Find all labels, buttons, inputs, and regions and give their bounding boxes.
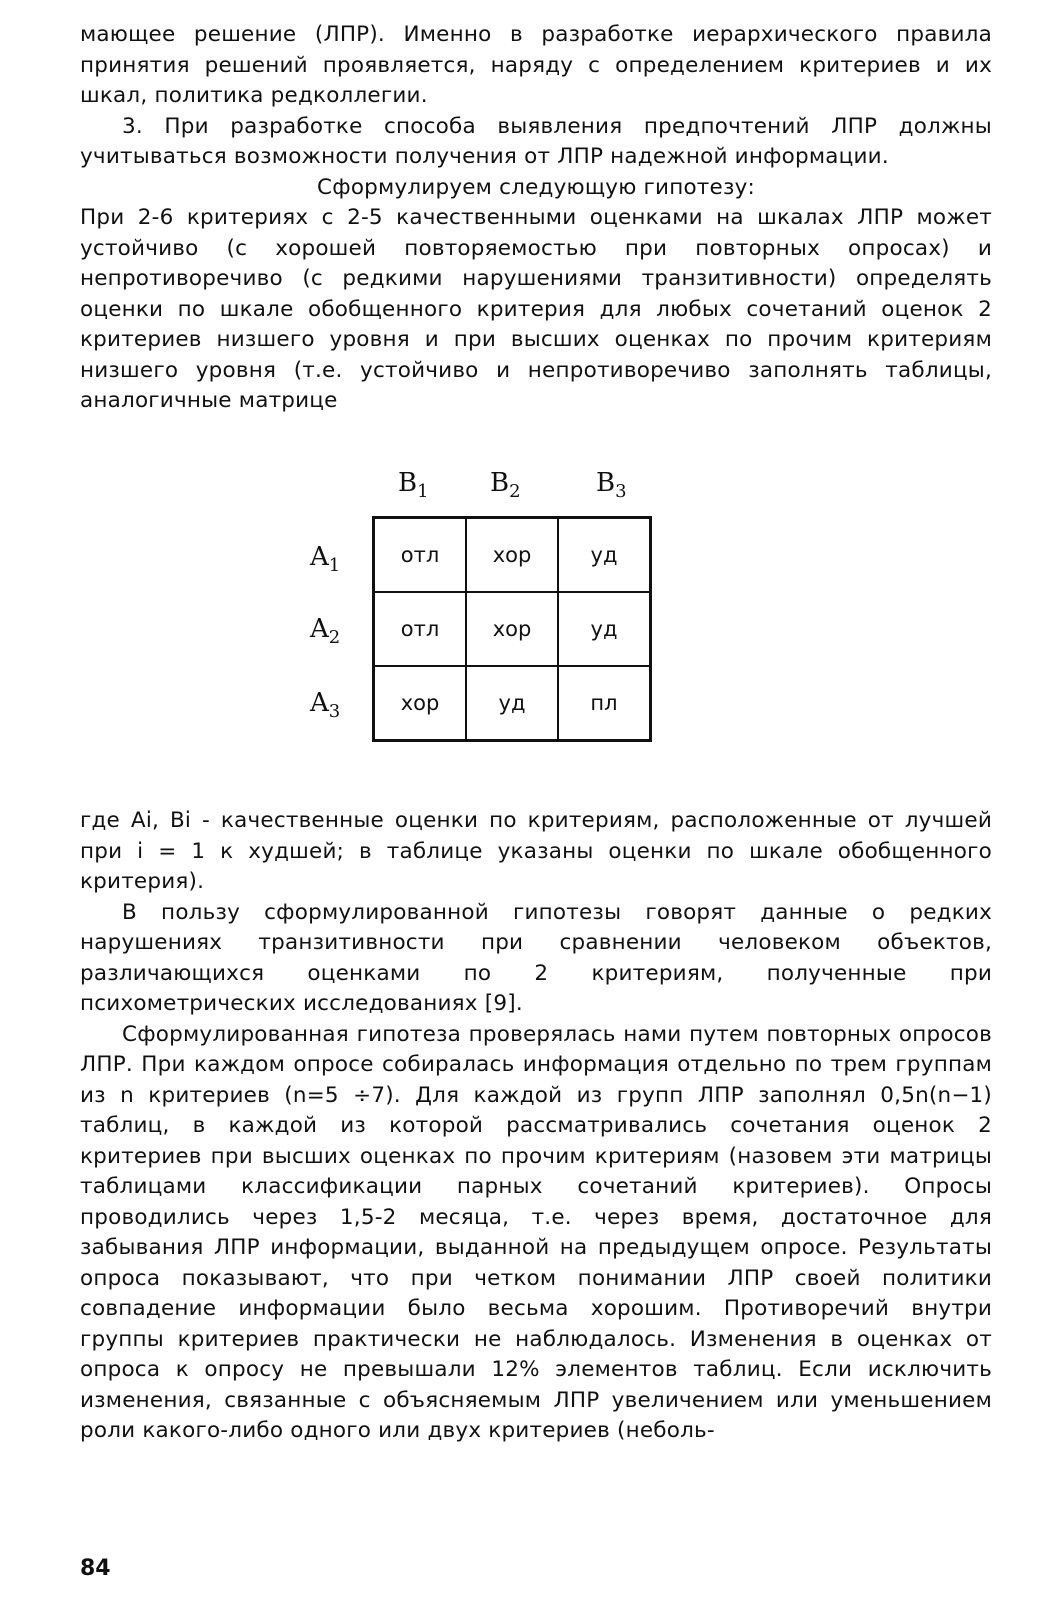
matrix-row	[374, 666, 651, 741]
matrix-cell: уд	[558, 518, 651, 593]
column-header-b1: $B_1$	[398, 468, 429, 503]
paragraph-hypothesis-intro: Сформулируем следующую гипотезу:	[317, 174, 755, 200]
row-header-a2: $A_2$	[310, 614, 341, 649]
paragraph-verification: Сформулированная гипотеза проверялась нами путем повторных опросов ЛПР. При каждом опросе собиралась информация отдельно по трем группам из n критериев (n=5 ÷7). Для каждой из групп ЛПР заполнял 0,5n(n−1) таблиц, в каждой из которой рассматривались сочетания оценок 2 критериев при высших оценках по прочим критериям (назовем эти матрицы таблицами классификации парных сочетаний критериев). Опросы проводились через 1,5-2 месяца, т.е. через время, достаточное для забывания ЛПР информации, выданной на предыдущем опросе. Результаты опроса показывают, что при четком понимании ЛПР своей политики совпадение информации было весьма хорошим. Противоречий внутри группы критериев практически не наблюдалось. Изменения в оценках от опроса к опросу не превышали 12% элементов таблиц. Если исключить изменения, связанные с объясняемым ЛПР увеличением или уменьшением роли какого-либо одного или двух критериев (неболь-	[80, 1021, 992, 1443]
paragraph-hypothesis: При 2-6 критериях с 2-5 качественными оценками на шкалах ЛПР может устойчиво (с хорошей повторяемостью при повторных опросах) и непротиворечиво (с редкими нарушениями транзитивности) определять оценки по шкале обобщенного критерия для любых сочетаний оценок 2 критериев низшего уровня и при высших оценках по прочим критериям низшего уровня (т.е. устойчиво и непротиворечиво заполнять таблицы, аналогичные матрице	[80, 205, 992, 413]
matrix-cell: уд	[558, 592, 651, 666]
bottom-text-block	[80, 806, 992, 1447]
paragraph-continuation: мающее решение (ЛПР). Именно в разработке иерархического правила принятия решений проявляется, наряду с определением критериев и их шкал, политика редколлегии.	[80, 22, 992, 108]
matrix-cell: уд	[466, 666, 558, 741]
paragraph-evidence: В пользу сформулированной гипотезы говорят данные о редких нарушениях транзитивности при сравнении человеком объектов, различающихся оценками по 2 критериям, полученные при психометрических исследованиях [9].	[80, 899, 992, 1016]
paragraph-item-3: 3. При разработке способа выявления предпочтений ЛПР должны учитываться возможности получения от ЛПР надежной информации.	[80, 113, 992, 169]
column-header-b3: $B_3$	[596, 468, 627, 503]
matrix-cell: хор	[466, 518, 558, 593]
page-number: 84	[80, 1556, 111, 1581]
row-header-a3: $A_3$	[310, 688, 341, 723]
matrix-cell: хор	[466, 592, 558, 666]
matrix-row	[374, 592, 651, 666]
matrix-cell: отл	[374, 518, 467, 593]
matrix-cell: хор	[374, 666, 467, 741]
matrix-cell: пл	[558, 666, 651, 741]
column-header-b2: $B_2$	[490, 468, 521, 503]
evaluation-matrix	[372, 516, 652, 742]
matrix-row	[374, 518, 651, 593]
matrix-cell: отл	[374, 592, 467, 666]
evaluation-matrix-figure	[310, 468, 680, 758]
paragraph-matrix-legend: где Ai, Bi - качественные оценки по критериям, расположенные от лучшей при i = 1 к худшей; в таблице указаны оценки по шкале обобщенного критерия).	[80, 808, 992, 894]
top-text-block	[80, 20, 992, 417]
row-header-a1: $A_1$	[310, 542, 341, 577]
